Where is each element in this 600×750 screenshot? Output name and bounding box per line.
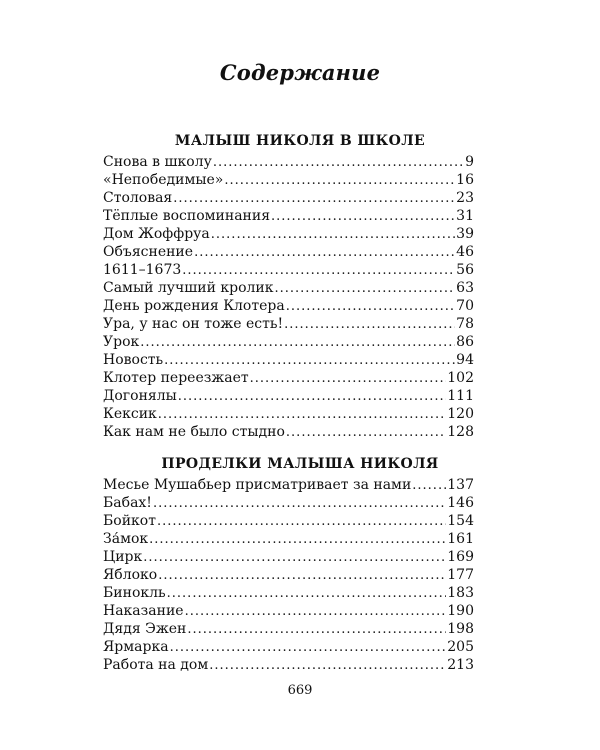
dot-leader <box>271 208 455 226</box>
toc-entry-title: Месье Мушабьер присматривает за нами <box>103 477 412 493</box>
toc-entry[interactable] <box>103 494 474 512</box>
toc-entry-page: 213 <box>447 657 474 673</box>
toc-entry-title: Бинокль <box>103 585 166 601</box>
toc-entry-title: Цирк <box>103 549 143 565</box>
dot-leader <box>286 298 455 316</box>
toc-entry-page: 94 <box>456 352 474 368</box>
toc-entry[interactable] <box>103 512 474 530</box>
toc-entry[interactable] <box>103 225 474 243</box>
dot-leader <box>164 352 455 370</box>
toc-entry-page: 9 <box>465 154 474 170</box>
toc-entry-title: Ура, у нас он тоже есть! <box>103 316 284 332</box>
toc-entry[interactable] <box>103 566 474 584</box>
toc-entry-page: 102 <box>447 370 474 386</box>
toc-entry[interactable] <box>103 297 474 315</box>
toc-entry-title: Столовая <box>103 190 173 206</box>
toc-entry-page: 46 <box>456 244 474 260</box>
toc-entry[interactable] <box>103 207 474 225</box>
toc-entry-title: 1611–1673 <box>103 262 182 278</box>
toc-entry-page: 120 <box>447 406 474 422</box>
toc-entry[interactable] <box>103 548 474 566</box>
toc-entry-page: 137 <box>447 477 474 493</box>
toc-entry[interactable] <box>103 405 474 423</box>
toc-entry[interactable] <box>103 243 474 261</box>
toc-entry[interactable] <box>103 602 474 620</box>
toc-entry[interactable] <box>103 620 474 638</box>
toc-list-pranks <box>103 476 474 674</box>
toc-entry-page: 63 <box>456 280 474 296</box>
dot-leader <box>213 154 464 172</box>
toc-entry-title: Снова в школу <box>103 154 212 170</box>
toc-entry-page: 16 <box>456 172 474 188</box>
toc-entry-title: За́мок <box>103 531 149 547</box>
dot-leader <box>140 334 455 352</box>
dot-leader <box>153 495 446 513</box>
toc-entry-page: 183 <box>447 585 474 601</box>
dot-leader <box>143 549 446 567</box>
dot-leader <box>194 244 455 262</box>
dot-leader <box>182 262 455 280</box>
toc-entry[interactable] <box>103 333 474 351</box>
toc-entry-title: Бойкот <box>103 513 156 529</box>
toc-entry[interactable] <box>103 279 474 297</box>
toc-entry-title: Работа на дом <box>103 657 209 673</box>
toc-entry-page: 198 <box>447 621 474 637</box>
toc-entry-title: Бабах! <box>103 495 152 511</box>
dot-leader <box>211 226 455 244</box>
toc-entry-page: 205 <box>447 639 474 655</box>
dot-leader <box>167 585 447 603</box>
toc-entry-page: 70 <box>456 298 474 314</box>
toc-entry-title: Кексик <box>103 406 157 422</box>
toc-entry[interactable] <box>103 153 474 171</box>
toc-entry[interactable] <box>103 315 474 333</box>
toc-entry-page: 111 <box>447 388 474 404</box>
toc-entry-title: Клотер переезжает <box>103 370 249 386</box>
dot-leader <box>187 621 446 639</box>
toc-entry-page: 86 <box>456 334 474 350</box>
toc-entry-page: 78 <box>456 316 474 332</box>
section-heading-pranks: ПРОДЕЛКИ МАЛЫША НИКОЛЯ <box>161 456 439 472</box>
toc-entry-page: 31 <box>456 208 474 224</box>
toc-entry[interactable] <box>103 189 474 207</box>
toc-entry[interactable] <box>103 351 474 369</box>
dot-leader <box>209 657 446 675</box>
toc-entry-page: 39 <box>456 226 474 242</box>
toc-entry-page: 190 <box>447 603 474 619</box>
toc-entry[interactable] <box>103 369 474 387</box>
toc-entry-page: 177 <box>447 567 474 583</box>
toc-entry-title: Яблоко <box>103 567 158 583</box>
dot-leader <box>158 567 446 585</box>
toc-entry[interactable] <box>103 423 474 441</box>
toc-entry-title: Наказание <box>103 603 184 619</box>
toc-entry[interactable] <box>103 261 474 279</box>
toc-entry-title: Ярмарка <box>103 639 169 655</box>
toc-entry-page: 161 <box>447 531 474 547</box>
toc-entry[interactable] <box>103 476 474 494</box>
dot-leader <box>224 172 455 190</box>
dot-leader <box>286 424 446 442</box>
toc-entry-title: «Непобедимые» <box>103 172 224 188</box>
toc-entry-title: Догонялы <box>103 388 177 404</box>
dot-leader <box>158 406 446 424</box>
toc-entry-title: Дом Жоффруа <box>103 226 210 242</box>
toc-entry-title: Самый лучший кролик <box>103 280 274 296</box>
toc-entry[interactable] <box>103 656 474 674</box>
toc-entry[interactable] <box>103 171 474 189</box>
dot-leader <box>250 370 447 388</box>
toc-entry[interactable] <box>103 584 474 602</box>
toc-entry-page: 56 <box>456 262 474 278</box>
dot-leader <box>185 603 447 621</box>
toc-entry-page: 128 <box>447 424 474 440</box>
toc-entry[interactable] <box>103 638 474 656</box>
dot-leader <box>412 477 446 495</box>
toc-entry[interactable] <box>103 530 474 548</box>
toc-entry-title: Урок <box>103 334 140 350</box>
toc-list-school <box>103 153 474 441</box>
section-heading-school: МАЛЫШ НИКОЛЯ В ШКОЛЕ <box>174 133 426 149</box>
dot-leader <box>275 280 456 298</box>
toc-entry-page: 146 <box>447 495 474 511</box>
toc-entry[interactable] <box>103 387 474 405</box>
dot-leader <box>149 531 446 549</box>
dot-leader <box>178 388 446 406</box>
dot-leader <box>173 190 455 208</box>
toc-entry-title: Объяснение <box>103 244 194 260</box>
page-title: Содержание <box>219 60 381 85</box>
toc-entry-title: Новость <box>103 352 164 368</box>
toc-entry-title: День рождения Клотера <box>103 298 285 314</box>
toc-entry-page: 169 <box>447 549 474 565</box>
dot-leader <box>284 316 455 334</box>
dot-leader <box>170 639 447 657</box>
page-number: 669 <box>287 683 313 698</box>
dot-leader <box>157 513 446 531</box>
toc-entry-page: 154 <box>447 513 474 529</box>
toc-entry-page: 23 <box>456 190 474 206</box>
toc-entry-title: Тёплые воспоминания <box>103 208 271 224</box>
toc-entry-title: Дядя Эжен <box>103 621 187 637</box>
toc-entry-title: Как нам не было стыдно <box>103 424 285 440</box>
